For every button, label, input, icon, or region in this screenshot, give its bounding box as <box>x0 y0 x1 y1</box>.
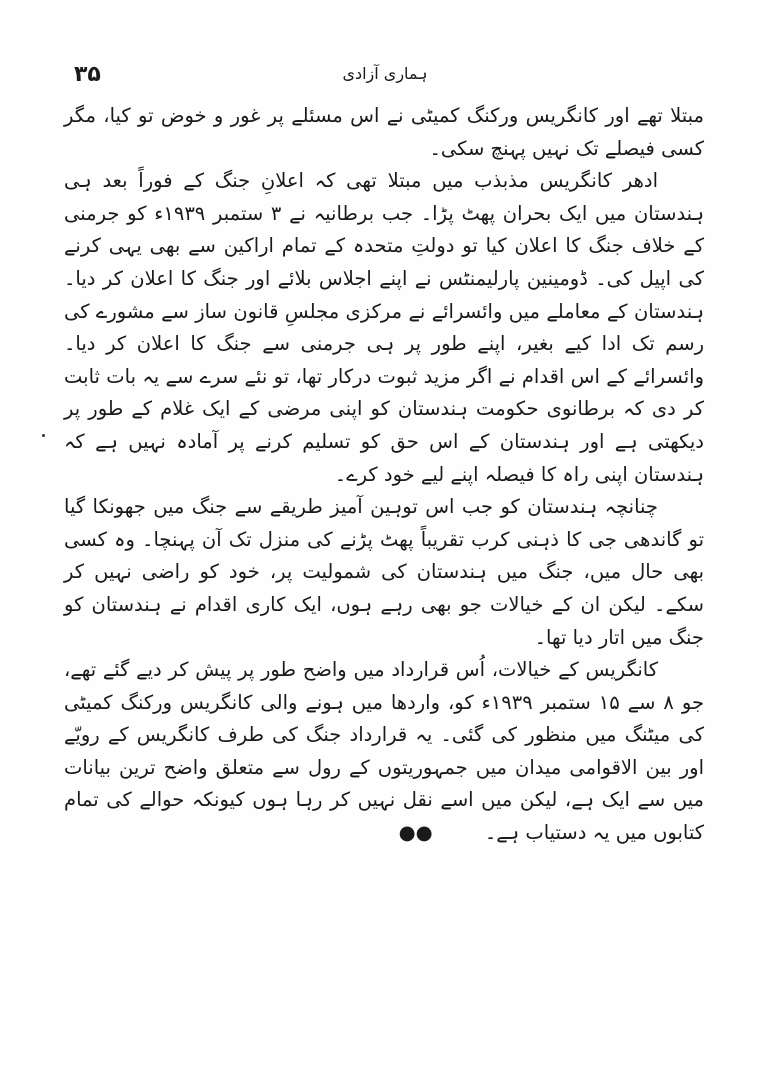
running-title: ہماری آزادی <box>342 64 428 83</box>
paragraph-text: مبتلا تھے اور کانگریس ورکنگ کمیٹی نے اس مسئلے پر غور و خوض تو کیا، مگر کسی فیصلے تک نہیں پہنچ سکی۔ <box>64 104 704 160</box>
paragraph <box>64 491 704 654</box>
paragraph <box>64 100 704 165</box>
body-text <box>64 100 704 850</box>
paragraph-text: ادھر کانگریس مذبذب میں مبتلا تھی کہ اعلانِ جنگ کے فوراً بعد ہی ہندستان میں ایک بحران پھٹ پڑا۔ جب برطانیہ نے ۳ ستمبر ۱۹۳۹ء کو جرمنی کے خلاف جنگ کا اعلان کیا تو دولتِ متحدہ کے تمام اراکین سے بھی یہی کرنے کی اپیل کی۔ ڈومینین پارلیمنٹس نے اپنے اجلاس بلائے اور جنگ کا اعلان کر دیا۔ ہندستان کے معاملے میں وائسرائے نے مرکزی مجلسِ قانون ساز سے مشورے کی رسم تک ادا کیے بغیر، اپنے طور پر ہی جرمنی سے جنگ کا اعلان کر دیا۔ وائسرائے کے اس اقدام نے اگر مزید ثبوت درکار تھا، تو نئے سرے سے یہ بات ثابت کر دی کہ برطانوی حکومت ہندستان کو اپنی مرضی کے ایک غلام کے طور پر دیکھتی ہے اور ہندستان کے اس حق کو تسلیم کرنے پر آمادہ نہیں ہے کہ ہندستان اپنی راہ کا فیصلہ اپنے لیے خود کرے۔ <box>64 169 704 486</box>
footnote-marker: ●● <box>398 821 433 845</box>
paragraph <box>64 165 704 491</box>
page-header <box>60 62 710 92</box>
paragraph-text: کانگریس کے خیالات، اُس قرارداد میں واضح طور پر پیش کر دیے گئے تھے، جو ۸ سے ۱۵ ستمبر ۱۹۳۹ء کو، واردھا میں ہونے والی کانگریس ورکنگ کمیٹی کی میٹنگ میں منظور کی گئی۔ یہ قرارداد جنگ کی طرف کانگریس کے رویّے اور بین الاقوامی میدان میں جمہوریتوں کے رول سے متعلق واضح ترین بیانات میں سے ایک ہے، لیکن میں اسے نقل نہیں کر رہا ہوں کیونکہ حوالے کی تمام کتابوں میں یہ دستیاب ہے۔ <box>64 658 705 845</box>
ink-speck <box>42 434 45 437</box>
page-number: ۳۵ <box>74 62 101 87</box>
paragraph <box>64 654 704 850</box>
paragraph-text: چنانچہ ہندستان کو جب اس توہین آمیز طریقے سے جنگ میں جھونکا گیا تو گاندھی جی کا ذہنی کرب تقریباً پھٹ پڑنے کی منزل تک آن پہنچا۔ وہ کسی بھی حال میں، جنگ میں ہندستان کی شمولیت پر، خود کو راضی نہیں کر سکے۔ لیکن ان کے خیالات جو بھی رہے ہوں، ایک کاری اقدام نے ہندستان کو جنگ میں اتار دیا تھا۔ <box>64 495 704 649</box>
